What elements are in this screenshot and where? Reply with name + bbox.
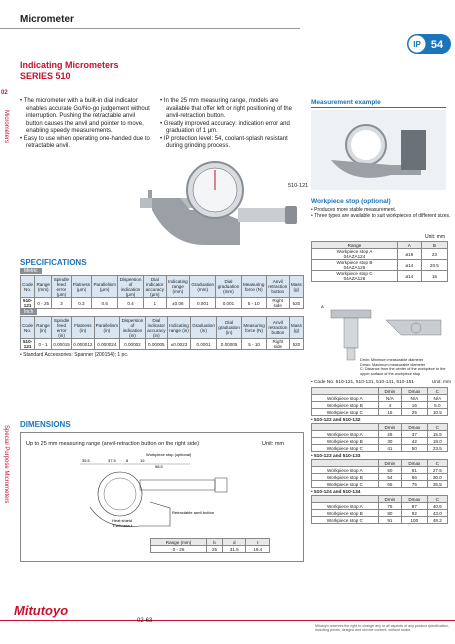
- feature-item: • Easy to use when operating one-handed due to retractable anvil.: [20, 136, 152, 151]
- table-row: Workpiece stop C 91 100 48.2: [312, 517, 448, 524]
- workpiece-stop-title: Workpiece stop (optional): [311, 198, 391, 205]
- workpiece-stop-table: [311, 241, 448, 282]
- sidebar: [0, 40, 12, 640]
- sidebar-label-2: Special Purpose Micrometers: [3, 425, 9, 504]
- table-row: Workpiece stop C 15 25 10.5: [312, 409, 448, 416]
- page-header: [0, 0, 455, 40]
- feature-list-right: [160, 98, 300, 151]
- table-row: Workpiece stop A 75 87 40.5: [312, 503, 448, 510]
- measurement-example-title: Measurement example: [311, 99, 381, 106]
- column-header: Range: [312, 242, 398, 249]
- code-table-2: Dmin Dmax C Workpiece stop A 25 37 15.5 Workpiece stop B 30 42 18.0 Workpiece stop C 41 50 23.5: [311, 423, 448, 452]
- footer-divider: [0, 620, 455, 621]
- table-row: Workpiece stop A 04AZA124 ø16 23: [312, 249, 448, 260]
- dimensions-title: DIMENSIONS: [20, 420, 71, 429]
- product-label: 510-121: [288, 183, 309, 189]
- svg-text:Heat shield: Heat shield: [112, 518, 133, 523]
- table-row: Workpiece stop C 41 50 23.5: [312, 445, 448, 452]
- dimension-drawing: [60, 452, 250, 532]
- product-image: [120, 150, 310, 260]
- feature-item: • The micrometer with a built-in dial indicator enables accurate Go/No-go judgement without interruption. Pushing the retractable anvil button causes the anvil and pointer to move, enabling speedy measurements.: [20, 98, 152, 136]
- page-number: 02-63: [137, 618, 153, 624]
- table-row: Workpiece stop C 04AZA126 ø14 15: [312, 271, 448, 282]
- table-row: 0 - 25 25 31.5 16.4: [151, 546, 270, 553]
- table-row: Workpiece stop A 50 61 27.5: [312, 467, 448, 474]
- svg-text:19: 19: [140, 458, 145, 463]
- feature-list-left: [20, 98, 152, 151]
- code-intro: • Code No. 510-121, 510-131, 510-141, 510-151 Unit: mm: [311, 380, 451, 385]
- table-row: 510-131 0 - 1 0.00015 0.000012 0.000024 0.00002 0.00005 ±0.0023 0.0001 0.00005 5 - 10 Right side 520: [21, 339, 304, 350]
- code-table-1: Dmin Dmax C Workpiece stop A N/A N/A N/A Workpiece stop B 4 16 5.0 Workpiece stop C 15 25 10.5: [311, 387, 448, 416]
- header-divider: [0, 28, 300, 29]
- svg-text:54: 54: [430, 39, 444, 51]
- ip-badge: [407, 34, 451, 54]
- heading-line-2: SERIES 510: [20, 71, 71, 81]
- measurement-example-image: [311, 110, 446, 190]
- footer-disclaimer: Mitutoyo reserves the right to change any or all aspects of any product specification, including prices, designs and service content, without notice.: [315, 624, 449, 632]
- svg-text:Retractable anvil button: Retractable anvil button: [172, 510, 215, 515]
- table-row: Workpiece stop B 04AZA125 ø14 20.5: [312, 260, 448, 271]
- unit-label: Unit: mm: [425, 234, 445, 240]
- workpiece-stop-bullets: [311, 207, 451, 219]
- specifications-title: SPECIFICATIONS: [20, 258, 87, 267]
- svg-text:Workpiece stop (optional): Workpiece stop (optional): [146, 452, 192, 457]
- table-row: Workpiece stop A N/A N/A N/A: [312, 395, 448, 402]
- page-title: Micrometer: [20, 14, 74, 25]
- svg-text:37.5: 37.5: [108, 458, 116, 463]
- feature-item: • IP protection level: 54, coolant-splash resistant during grinding process.: [160, 136, 300, 151]
- code-table-3: Dmin Dmax C Workpiece stop A 50 61 27.5 Workpiece stop B 54 66 30.0 Workpiece stop C 65 75 35.5: [311, 459, 448, 488]
- column-header: B: [421, 242, 447, 249]
- section-heading: [20, 60, 119, 82]
- dimensions-unit: Unit: mm: [262, 441, 284, 447]
- sidebar-label: Micrometers: [3, 110, 9, 144]
- code-group-title: • 510-124 and 510-134: [311, 490, 361, 495]
- svg-text:8: 8: [126, 458, 129, 463]
- divider: [311, 107, 446, 108]
- inch-tag: Inch: [20, 309, 37, 315]
- code-table-4: Dmin Dmax C Workpiece stop A 75 87 40.5 Workpiece stop B 80 92 43.0 Workpiece stop C 91 100 48.2: [311, 495, 448, 524]
- diagram-legend: Dmin: Minimum measurable diameter Dmax: Maximum measurable diameter C: Distance from the center of the workpiece to the upper surface of the workpiece stop: [360, 358, 446, 376]
- code-tables: [311, 380, 451, 524]
- table-row: 510-121 0 - 25 3 0.3 0.6 0.4 1 ±0.06 0.001 0.001 5 - 10 Right side 520: [21, 298, 304, 309]
- svg-text:A: A: [321, 304, 324, 309]
- dimensions-caption: Up to 25 mm measuring range (anvil-retraction button on the right side): [26, 441, 200, 447]
- code-group-title: • 510-122 and 510-132: [311, 418, 361, 423]
- svg-text:IP: IP: [413, 40, 421, 49]
- dimension-table: Range (mm) b d t 0 - 25 25 31.5 16.4: [150, 538, 270, 553]
- metric-spec-table: Code No. Range (mm) Spindle feed error (μm) Flatness (μm) Parallelism (μm) Dispersion of indication (μm) Dial indicator accuracy (μm) Indicating range (mm) Graduation (mm) Dial graduation (mm) Measuring force (N) Anvil retraction button Mass (g) 510-121 0 - 25 3 0.3 0.6 0.4 1 ±0.06 0.001 0.001 5 - 10 Right side 520: [22, 276, 302, 308]
- standard-accessories: • Standard Accessories: Spanner (200154); 1 pc.: [20, 352, 129, 358]
- svg-text:58.5: 58.5: [155, 464, 163, 469]
- table-row: Workpiece stop B 80 92 43.0: [312, 510, 448, 517]
- svg-text:35.5: 35.5: [82, 458, 90, 463]
- section-number: 02: [1, 90, 8, 96]
- table-row: Workpiece stop A 25 37 15.5: [312, 431, 448, 438]
- feature-item: • Greatly improved accuracy: indication error and graduation of 1 μm.: [160, 121, 300, 136]
- heading-line-1: Indicating Micrometers: [20, 60, 119, 70]
- table-row: Workpiece stop B 30 42 18.0: [312, 438, 448, 445]
- mitutoyo-logo: Mitutoyo: [14, 603, 69, 618]
- table-row: Workpiece stop B 54 66 30.0: [312, 474, 448, 481]
- inch-spec-table: Code No. Range (in) Spindle feed error (in) Flatness (in) Parallelism (in) Dispersion of indication (in) Dial indicator accuracy (in) Indicating range (in) Graduation (in) Dial graduation (in) Measuring force (N) Anvil retraction button Mass (g) 510-131 0 - 1 0.00015 0.000012 0.000024 0.00002 0.00005 ±0.0023 0.0001 0.00005 5 - 10 Right side 520: [22, 317, 302, 349]
- feature-item: • In the 25 mm measuring range, models are available that offer left or right positioning of the anvil-retraction button.: [160, 98, 300, 121]
- column-header: A: [397, 242, 421, 249]
- bullet-item: • Three types are available to suit workpieces of different sizes.: [311, 213, 451, 219]
- bullet-item: • Produces more stable measurement.: [311, 207, 397, 213]
- table-row: Workpiece stop B 4 16 5.0: [312, 402, 448, 409]
- table-row: Workpiece stop C 65 75 35.5: [312, 481, 448, 488]
- code-group-title: • 510-123 and 510-133: [311, 454, 361, 459]
- svg-text:Thickness t: Thickness t: [112, 523, 133, 528]
- metric-tag: Metric: [20, 268, 42, 274]
